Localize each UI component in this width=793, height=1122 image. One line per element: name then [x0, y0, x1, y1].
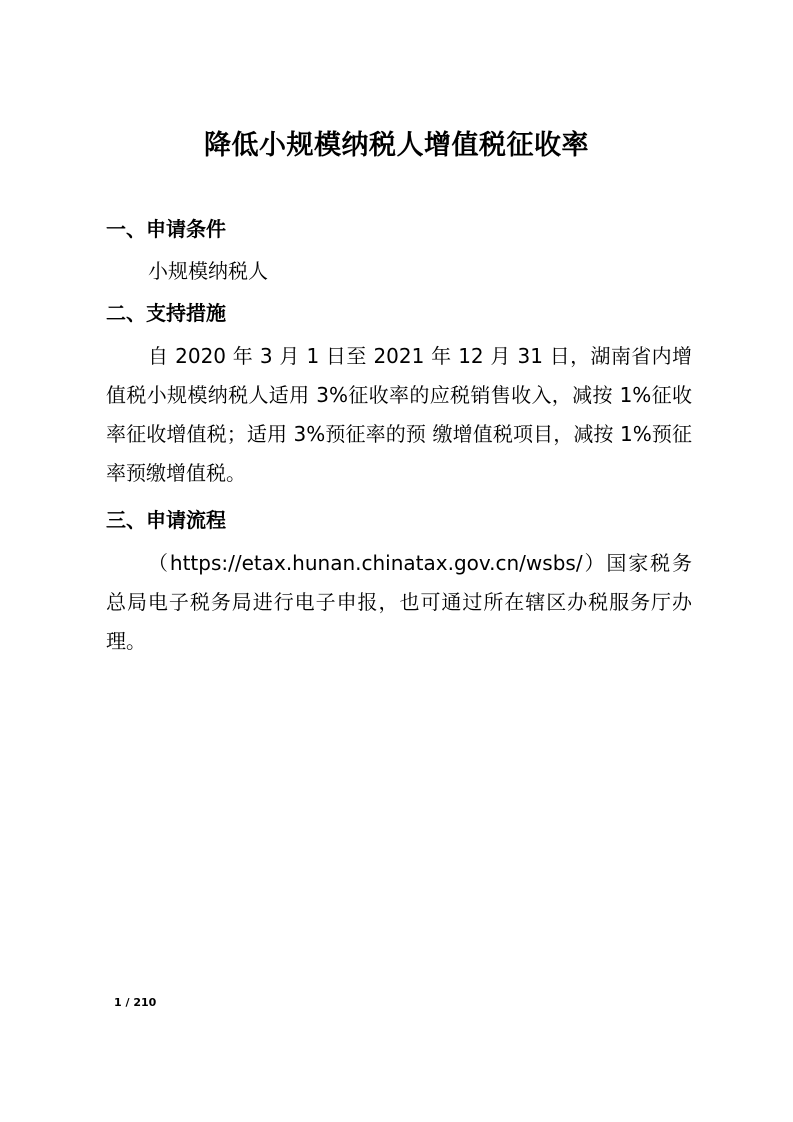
section-body: 小规模纳税人 — [148, 259, 268, 283]
section-heading: 二、支持措施 — [106, 301, 226, 325]
section-heading: 一、申请条件 — [106, 217, 226, 241]
section-body: 自 2020 年 3 月 1 日至 2021 年 12 月 31 日，湖南省内增值税小规模纳税人适用 3%征收率的应税销售收入，减按 1%征收率征收增值税；适用 3%预征率的预 缴增值税项目，减按 1%预征率预缴增值税。 — [106, 344, 692, 485]
section-body: （https://etax.hunan.chinatax.gov.cn/wsbs/）国家税务总局电子税务局进行电子申报，也可通过所在辖区办税服务厅办理。 — [106, 551, 692, 653]
page-indicator: 1 / 210 — [114, 996, 157, 1009]
document-title: 降低小规模纳税人增值税征收率 — [204, 130, 589, 161]
section-heading: 三、申请流程 — [106, 508, 226, 532]
